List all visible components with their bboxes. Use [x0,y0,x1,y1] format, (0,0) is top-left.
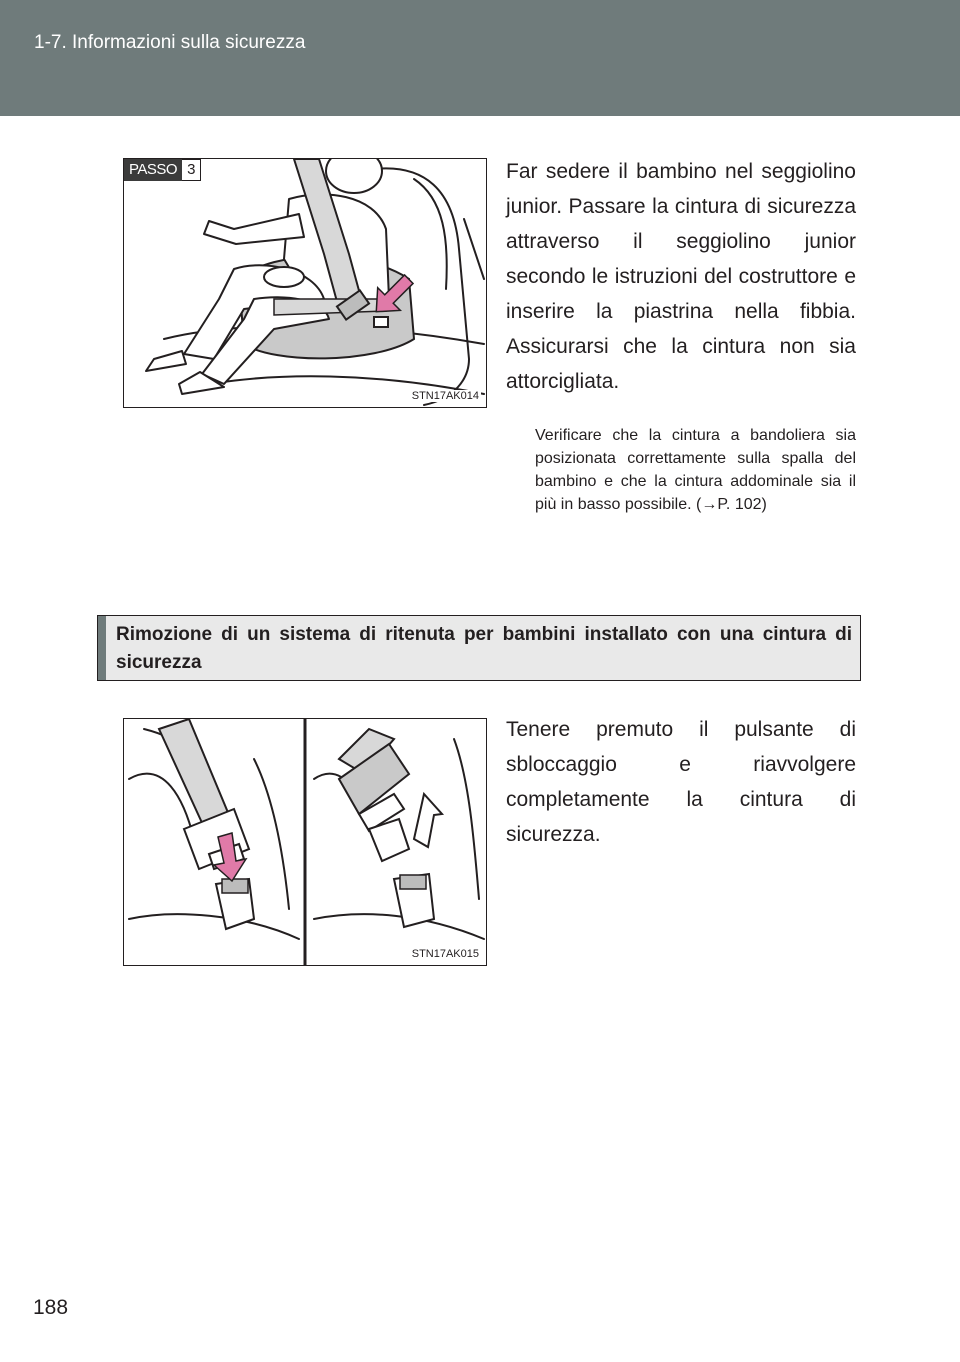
booster-seat-figure [123,158,487,408]
section-title-bar [97,615,861,681]
booster-seat-illustration [124,159,486,407]
section-accent [98,616,106,680]
step-badge [124,159,201,181]
step-label: PASSO [124,159,182,181]
figure-code-2: STN17AK015 [411,948,479,960]
buckle-release-illustration [124,719,486,965]
section-heading: 1-7. Informazioni sulla sicurezza [34,32,306,53]
step-note: Verificare che la cintura a bandoliera sia posizionata correttamente sulla spalla del bambino e che la cintura addominale sia il più in basso possibile. (→P. 102) [535,427,856,513]
section-title: Rimozione di un sistema di ritenuta per bambini installato con una cintura di sicurezza [116,624,852,673]
buckle-release-figure [123,718,487,966]
page-header [0,0,960,116]
page-number: 188 [33,1296,69,1319]
step-number: 3 [182,159,201,181]
section-instruction: Tenere premuto il pulsante di sbloccaggio e riavvolgere completamente la cintura di sicurezza. [506,718,856,846]
figure-code: STN17AK014 [411,390,479,402]
step-instruction: Far sedere il bambino nel seggiolino junior. Passare la cintura di sicurezza attraverso il seggiolino junior secondo le istruzioni del costruttore e inserire la piastrina nella fibbia. Assicurarsi che la cintura non sia attorcigliata. [506,160,856,393]
